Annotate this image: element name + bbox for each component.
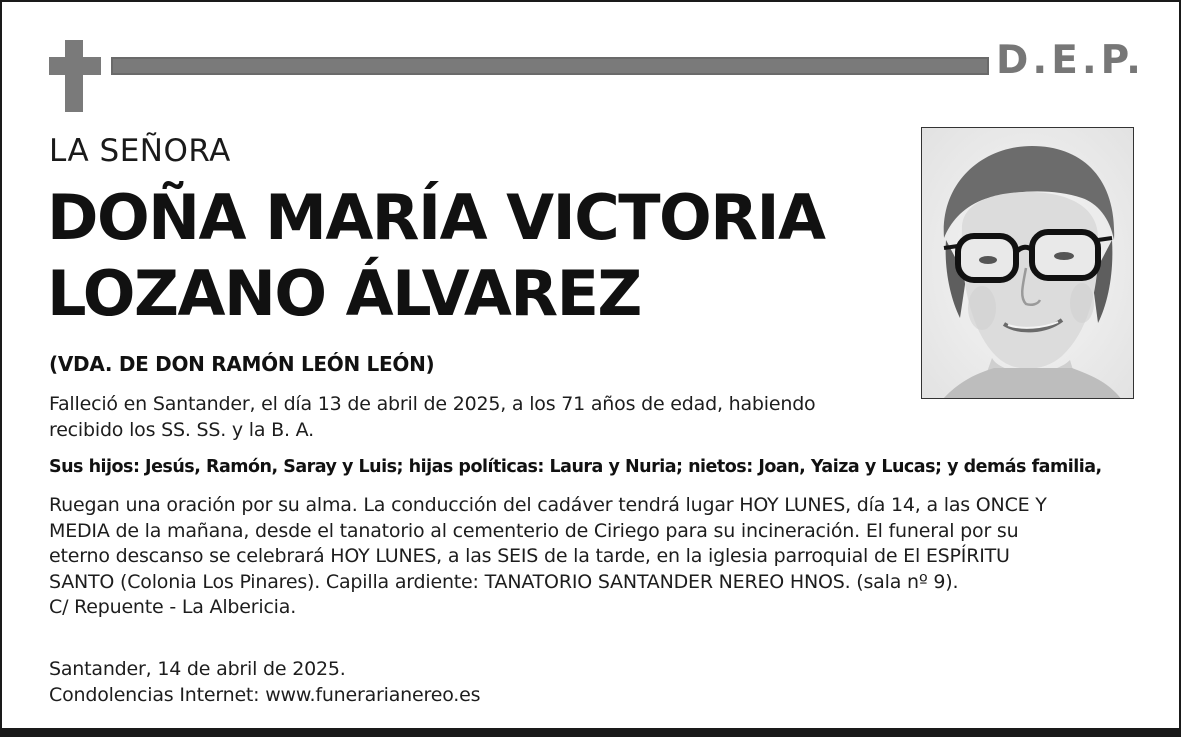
request-line: MEDIA de la mañana, desde el tanatorio al cementerio de Ciriego para su incineración. El funeral por su xyxy=(49,519,1019,542)
dep-label: D.E.P. xyxy=(996,38,1145,83)
death-line-2: recibido los SS. SS. y la B. A. xyxy=(49,418,314,441)
portrait-photo xyxy=(921,127,1134,399)
cross-icon xyxy=(65,40,83,112)
honorific: LA SEÑORA xyxy=(49,133,231,169)
name-line-1: DOÑA MARÍA VICTORIA xyxy=(47,181,825,254)
death-line-1: Falleció en Santander, el día 13 de abril de 2025, a los 71 años de edad, habiendo xyxy=(49,393,816,415)
request-line: C/ Repuente - La Albericia. xyxy=(49,596,297,618)
deceased-name xyxy=(47,180,825,332)
header-rule xyxy=(111,57,989,75)
request-line: eterno descanso se celebrará HOY LUNES, a las SEIS de la tarde, en la iglesia parroquial de El ESPÍRITU xyxy=(49,545,1010,567)
family-list: Sus hijos: Jesús, Ramón, Saray y Luis; hijas políticas: Laura y Nuria; nietos: Joan, Yaiza y Lucas; y demás familia, xyxy=(49,457,1102,477)
death-notice xyxy=(49,392,869,443)
request-line: SANTO (Colonia Los Pinares). Capilla ardiente: TANATORIO SANTANDER NEREO HNOS. (sala nº 9). xyxy=(49,570,959,593)
cross-icon-bar xyxy=(49,57,101,75)
request-line: Ruegan una oración por su alma. La conducción del cadáver tendrá lugar HOY LUNES, día 14, a las ONCE Y xyxy=(49,494,1047,516)
portrait-icon xyxy=(922,128,1134,399)
footer xyxy=(49,657,849,708)
place-date: Santander, 14 de abril de 2025. xyxy=(49,658,346,680)
ceremony-details xyxy=(49,493,1139,621)
widow-of: (VDA. DE DON RAMÓN LEÓN LEÓN) xyxy=(49,352,435,376)
condolences-link[interactable]: Condolencias Internet: www.funerarianereo.es xyxy=(49,683,481,706)
name-line-2: LOZANO ÁLVAREZ xyxy=(47,257,641,330)
